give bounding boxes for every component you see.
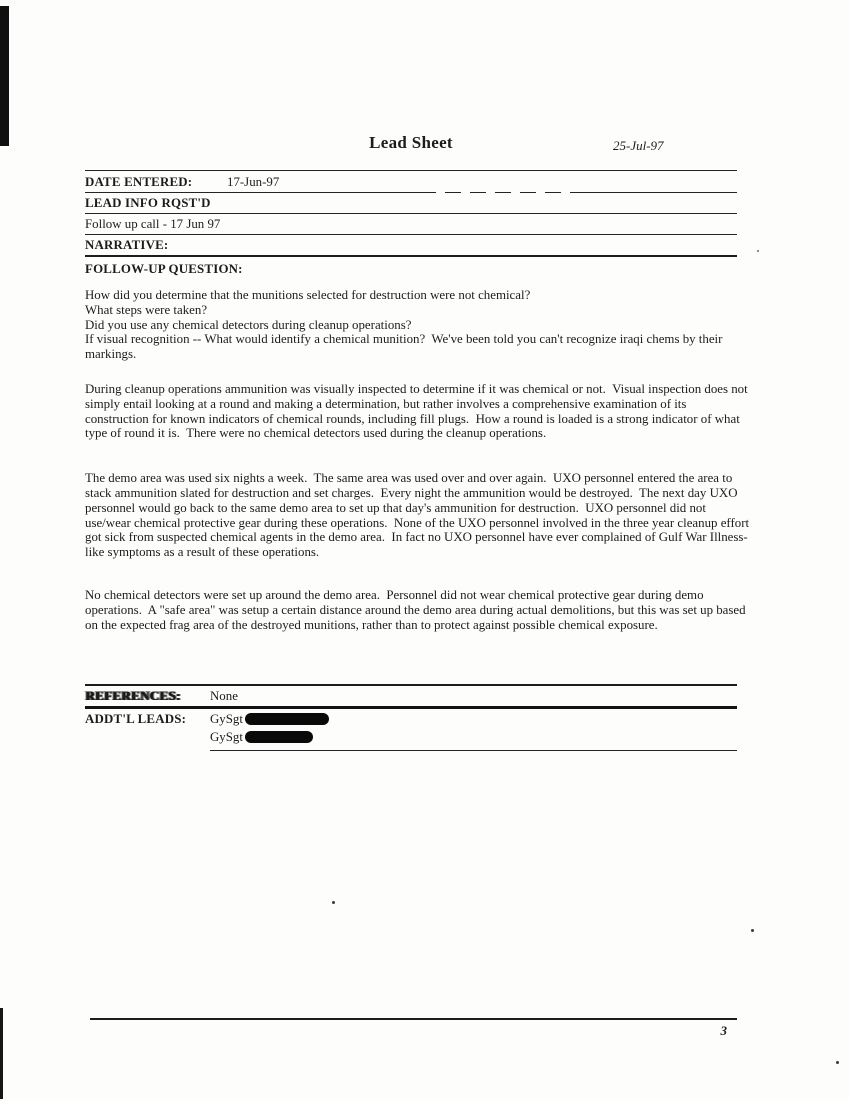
scan-noise-dot	[757, 250, 759, 252]
date-entered-label: DATE ENTERED:	[85, 175, 193, 189]
field-row-follow-up-call	[85, 214, 737, 234]
references-row	[85, 686, 737, 706]
narrative-paragraph: The demo area was used six nights a week. The same area was used over and over again. UXO personnel entered the area to stack ammunition slated for destruction and set charges. Every night the ammunition would be destroyed. The next day UXO personnel would go back to the same demo area to set up that day's ammunition for destruction. UXO personnel did not use/wear chemical protective gear during these operations. None of the UXO personnel involved in the three year cleanup effort got sick from suspected chemical agents in the demo area. In fact no UXO personnel have ever complained of Gulf War Illness-like symptoms as a result of these operations.	[85, 471, 753, 560]
question-line: Did you use any chemical detectors during cleanup operations?	[85, 317, 412, 332]
page-number: 3	[720, 1023, 727, 1038]
scan-noise-dot	[332, 901, 335, 904]
follow-up-call-text: Follow up call - 17 Jun 97	[85, 217, 221, 231]
addtl-leads-row	[85, 709, 737, 751]
redaction-bar	[245, 713, 329, 725]
question-line: What steps were taken?	[85, 302, 208, 317]
lead-info-label: LEAD INFO RQST'D	[85, 196, 211, 210]
lead-entry	[210, 730, 737, 748]
addtl-leads-label: ADDT'L LEADS:	[85, 712, 187, 726]
narrative-paragraph: No chemical detectors were set up around the demo area. Personnel did not wear chemical protective gear during demo operations. A "safe area" was setup a certain distance around the demo area during actual demolitions, but this was set up based on the expected frag area of the destroyed munitions, rather than to protect against possible chemical exposure.	[85, 587, 749, 632]
footer-rule	[90, 1018, 737, 1020]
lead-entry	[210, 712, 737, 730]
field-row-narrative	[85, 235, 737, 255]
question-line: If visual recognition -- What would identify a chemical munition? We've been told you can't recognize iraqi chems by their markings.	[85, 332, 726, 362]
date-entered-value: 17-Jun-97	[227, 175, 280, 189]
scan-artifact-bar-top-left	[0, 6, 9, 146]
scan-noise-dot	[751, 929, 754, 932]
question-line: How did you determine that the munitions selected for destruction were not chemical?	[85, 288, 531, 302]
addtl-leads-values	[210, 712, 737, 751]
field-row-follow-up-question	[85, 257, 737, 279]
references-section	[85, 684, 737, 751]
field-table	[85, 170, 737, 279]
document-date: 25-Jul-97	[613, 138, 664, 153]
scan-artifact-bar-bottom-left	[0, 1008, 3, 1099]
scan-noise-dot	[836, 1061, 839, 1064]
follow-up-question-label: FOLLOW-UP QUESTION:	[85, 262, 243, 276]
narrative-paragraph: During cleanup operations ammunition was visually inspected to determine if it was chemical or not. Visual inspection does not simply entail looking at a round and making a determination, but rather involves a comprehensive examination of its construction for known indicators of chemical rounds, including fill plugs. How a round is loaded is a strong indicator of what type of round it is. There were no chemical detectors used during the cleanup operations.	[85, 381, 751, 441]
document-title: Lead Sheet	[369, 133, 453, 152]
lead-name-prefix: GySgt	[210, 730, 243, 744]
redaction-bar	[245, 731, 313, 743]
references-label: REFERENCES:	[85, 689, 181, 703]
lead-name-prefix: GySgt	[210, 712, 243, 726]
question-list	[85, 288, 751, 362]
narrative-label: NARRATIVE:	[85, 238, 169, 252]
document-header	[85, 133, 737, 170]
narrative-body	[85, 288, 751, 632]
references-value: None	[210, 689, 238, 703]
field-row-lead-info	[85, 193, 737, 213]
leads-divider	[210, 750, 737, 751]
field-row-date-entered	[85, 171, 737, 192]
